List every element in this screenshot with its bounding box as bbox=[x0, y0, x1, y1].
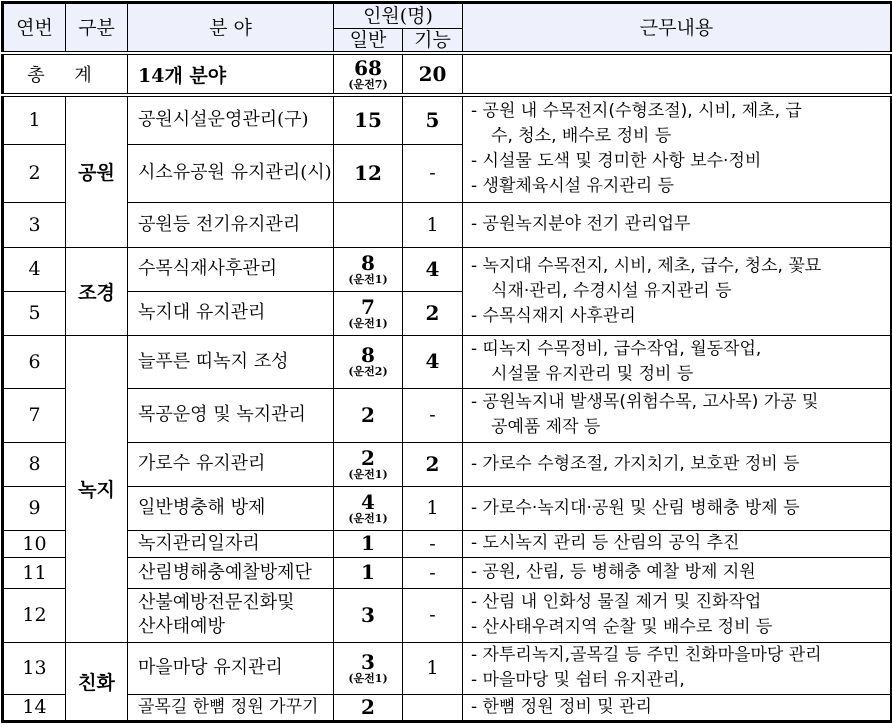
header-skilled: 기능 bbox=[403, 29, 463, 54]
category-friendly: 친화 bbox=[66, 642, 128, 721]
skilled-value: 2 bbox=[425, 300, 440, 325]
duty-line: - 시설물 도색 및 경미한 사항 보수·정비 bbox=[471, 151, 762, 172]
general-value: 3 bbox=[361, 649, 375, 674]
total-general bbox=[334, 53, 403, 95]
row-skilled bbox=[403, 144, 463, 202]
row-duties bbox=[463, 557, 892, 588]
row-general bbox=[334, 694, 403, 721]
row-general bbox=[334, 291, 403, 335]
row-skilled bbox=[403, 530, 463, 557]
row-skilled bbox=[403, 557, 463, 588]
row-field: 골목길 한뼘 정원 가꾸기 bbox=[128, 694, 334, 721]
table-row bbox=[3, 95, 892, 144]
row-duties bbox=[463, 694, 892, 721]
skilled-value: - bbox=[429, 404, 436, 426]
row-general bbox=[334, 486, 403, 530]
duty-line: - 띠녹지 수목정비, 급수작업, 월동작업, bbox=[471, 338, 762, 359]
row-skilled bbox=[403, 335, 463, 388]
skilled-value: 4 bbox=[425, 256, 440, 281]
table-row bbox=[3, 557, 892, 588]
duty-line: - 마을마당 및 쉼터 유지관리, bbox=[471, 670, 685, 690]
row-field: 마을마당 유지관리 bbox=[128, 642, 334, 694]
general-value: 2 bbox=[361, 402, 375, 427]
row-no: 7 bbox=[3, 388, 66, 442]
row-field-line: 산불예방전문진화및 bbox=[138, 592, 295, 613]
row-skilled bbox=[403, 388, 463, 442]
row-skilled bbox=[403, 291, 463, 335]
skilled-value: 5 bbox=[425, 107, 440, 132]
header-category: 구분 bbox=[66, 3, 128, 54]
total-general-value: 68 bbox=[354, 55, 382, 80]
staffing-table bbox=[1, 1, 892, 723]
row-skilled bbox=[403, 588, 463, 642]
duty-line: 식재·관리, 수경시설 유지관리 등 bbox=[491, 280, 732, 301]
general-note: (운전1) bbox=[348, 272, 388, 286]
row-duties bbox=[463, 388, 892, 442]
table-row bbox=[3, 486, 892, 530]
row-duties bbox=[463, 202, 892, 247]
table-row bbox=[3, 247, 892, 291]
row-duties bbox=[463, 642, 892, 694]
table-row bbox=[3, 530, 892, 557]
row-field: 공원등 전기유지관리 bbox=[128, 202, 334, 247]
row-duties bbox=[463, 335, 892, 388]
row-skilled bbox=[403, 202, 463, 247]
row-general bbox=[334, 388, 403, 442]
duty-line: - 공원녹지내 발생목(위험수목, 고사목) 가공 및 bbox=[471, 392, 819, 412]
row-general bbox=[334, 442, 403, 486]
general-value: 15 bbox=[354, 107, 382, 132]
row-duties bbox=[463, 530, 892, 557]
total-field: 14개 분야 bbox=[128, 53, 334, 95]
table-row bbox=[3, 335, 892, 388]
general-value: 12 bbox=[354, 160, 382, 185]
duty-line: - 생활체육시설 유지관리 등 bbox=[471, 176, 675, 197]
skilled-value: - bbox=[429, 561, 436, 584]
category-park: 공원 bbox=[66, 95, 128, 247]
header-row bbox=[3, 3, 892, 29]
duty-line: - 녹지대 수목전지, 시비, 제초, 급수, 청소, 꽃묘 bbox=[471, 255, 822, 276]
skilled-value: 1 bbox=[426, 213, 439, 236]
row-general bbox=[334, 95, 403, 144]
row-skilled bbox=[403, 642, 463, 694]
duty-line: - 산사태우려지역 순찰 및 배수로 정비 등 bbox=[471, 617, 773, 637]
duty-line: 수, 청소, 배수로 정비 등 bbox=[491, 126, 672, 147]
total-skilled bbox=[403, 53, 463, 95]
table-row bbox=[3, 588, 892, 642]
table-row bbox=[3, 642, 892, 694]
row-no: 11 bbox=[3, 557, 66, 588]
row-general bbox=[334, 642, 403, 694]
row-field: 목공운영 및 녹지관리 bbox=[128, 388, 334, 442]
skilled-value: 1 bbox=[426, 657, 439, 679]
row-field: 늘푸른 띠녹지 조성 bbox=[128, 335, 334, 388]
row-field: 녹지관리일자리 bbox=[128, 530, 334, 557]
general-note: (운전1) bbox=[348, 511, 388, 525]
row-no: 12 bbox=[3, 588, 66, 642]
header-staff: 인원(명) bbox=[334, 3, 463, 29]
duty-line: - 공원 내 수목전지(수형조절), 시비, 제초, 급 bbox=[471, 101, 802, 122]
header-duties: 근무내용 bbox=[463, 3, 892, 54]
row-field: 일반병충해 방제 bbox=[128, 486, 334, 530]
table-row bbox=[3, 694, 892, 721]
row-no: 2 bbox=[3, 144, 66, 202]
staffing-table-container bbox=[1, 1, 890, 723]
row-skilled bbox=[403, 486, 463, 530]
row-general bbox=[334, 144, 403, 202]
row-no: 6 bbox=[3, 335, 66, 388]
row-general bbox=[334, 530, 403, 557]
row-field: 수목식재사후관리 bbox=[128, 247, 334, 291]
skilled-value: 4 bbox=[425, 349, 440, 373]
duty-line: - 도시녹지 관리 등 산림의 공익 추진 bbox=[471, 533, 740, 553]
general-value: 1 bbox=[361, 560, 375, 584]
general-note: (운전1) bbox=[348, 316, 388, 330]
duty-line: - 산림 내 인화성 물질 제거 및 진화작업 bbox=[471, 592, 762, 612]
table-row bbox=[3, 388, 892, 442]
row-field-line: 산사태예방 bbox=[138, 616, 225, 637]
general-value: 3 bbox=[361, 602, 375, 627]
row-duties bbox=[463, 486, 892, 530]
row-duties bbox=[463, 247, 892, 335]
skilled-value: 2 bbox=[425, 451, 440, 476]
row-no: 5 bbox=[3, 291, 66, 335]
row-no: 4 bbox=[3, 247, 66, 291]
skilled-value: - bbox=[429, 604, 436, 626]
row-skilled bbox=[403, 442, 463, 486]
row-skilled bbox=[403, 694, 463, 721]
duty-line: - 가로수·녹지대·공원 및 산림 병해충 방제 등 bbox=[471, 497, 800, 518]
row-no: 8 bbox=[3, 442, 66, 486]
general-value: 1 bbox=[361, 531, 375, 555]
row-no: 10 bbox=[3, 530, 66, 557]
general-value: 4 bbox=[361, 489, 375, 514]
general-value: 8 bbox=[361, 343, 375, 367]
total-duties bbox=[463, 53, 892, 95]
row-no: 3 bbox=[3, 202, 66, 247]
duty-line: - 공원, 산림, 등 병해충 예찰 방제 지원 bbox=[471, 562, 756, 582]
row-duties bbox=[463, 95, 892, 202]
total-skilled-value: 20 bbox=[418, 61, 447, 86]
general-value: 2 bbox=[361, 445, 375, 470]
row-no: 9 bbox=[3, 486, 66, 530]
duty-line: 공예품 제작 등 bbox=[491, 417, 601, 437]
duty-line: - 공원녹지분야 전기 관리업무 bbox=[471, 214, 691, 234]
row-field: 녹지대 유지관리 bbox=[128, 291, 334, 335]
row-no: 14 bbox=[3, 694, 66, 721]
skilled-value: - bbox=[429, 162, 436, 184]
header-no: 연번 bbox=[3, 3, 66, 54]
row-general bbox=[334, 247, 403, 291]
row-duties bbox=[463, 588, 892, 642]
general-value: 8 bbox=[361, 250, 375, 275]
row-general bbox=[334, 557, 403, 588]
general-value: 7 bbox=[361, 294, 375, 319]
table-row bbox=[3, 442, 892, 486]
row-skilled bbox=[403, 247, 463, 291]
total-general-note: (운전7) bbox=[348, 77, 388, 91]
row-field: 산림병해충예찰방제단 bbox=[128, 557, 334, 588]
general-note: (운전1) bbox=[348, 671, 388, 685]
skilled-value: - bbox=[429, 532, 436, 555]
row-skilled bbox=[403, 95, 463, 144]
total-label: 총 계 bbox=[3, 53, 128, 95]
row-field: 공원시설운영관리(구) bbox=[128, 95, 334, 144]
general-value: 2 bbox=[361, 694, 375, 719]
row-no: 13 bbox=[3, 642, 66, 694]
row-duties bbox=[463, 442, 892, 486]
category-green: 녹지 bbox=[66, 335, 128, 642]
general-note: (운전2) bbox=[348, 365, 388, 378]
duty-line: - 수목식재지 사후관리 bbox=[471, 305, 636, 326]
row-field: 시소유공원 유지관리(시) bbox=[128, 144, 334, 202]
category-landscape: 조경 bbox=[66, 247, 128, 335]
total-row bbox=[3, 53, 892, 95]
duty-line: 시설물 유지관리 및 정비 등 bbox=[491, 363, 694, 384]
skilled-value: 1 bbox=[426, 497, 439, 519]
header-general: 일반 bbox=[334, 29, 403, 54]
row-field: 가로수 유지관리 bbox=[128, 442, 334, 486]
header-field: 분 야 bbox=[128, 3, 334, 54]
row-no: 1 bbox=[3, 95, 66, 144]
general-note: (운전1) bbox=[348, 467, 388, 481]
row-field bbox=[128, 588, 334, 642]
duty-line: - 가로수 수형조절, 가지치기, 보호판 정비 등 bbox=[471, 453, 800, 474]
row-general bbox=[334, 588, 403, 642]
row-general bbox=[334, 335, 403, 388]
row-general bbox=[334, 202, 403, 247]
duty-line: - 한뼘 정원 정비 및 관리 bbox=[471, 696, 652, 717]
table-row bbox=[3, 202, 892, 247]
duty-line: - 자투리녹지,골목길 등 주민 친화마을마당 관리 bbox=[471, 645, 822, 665]
